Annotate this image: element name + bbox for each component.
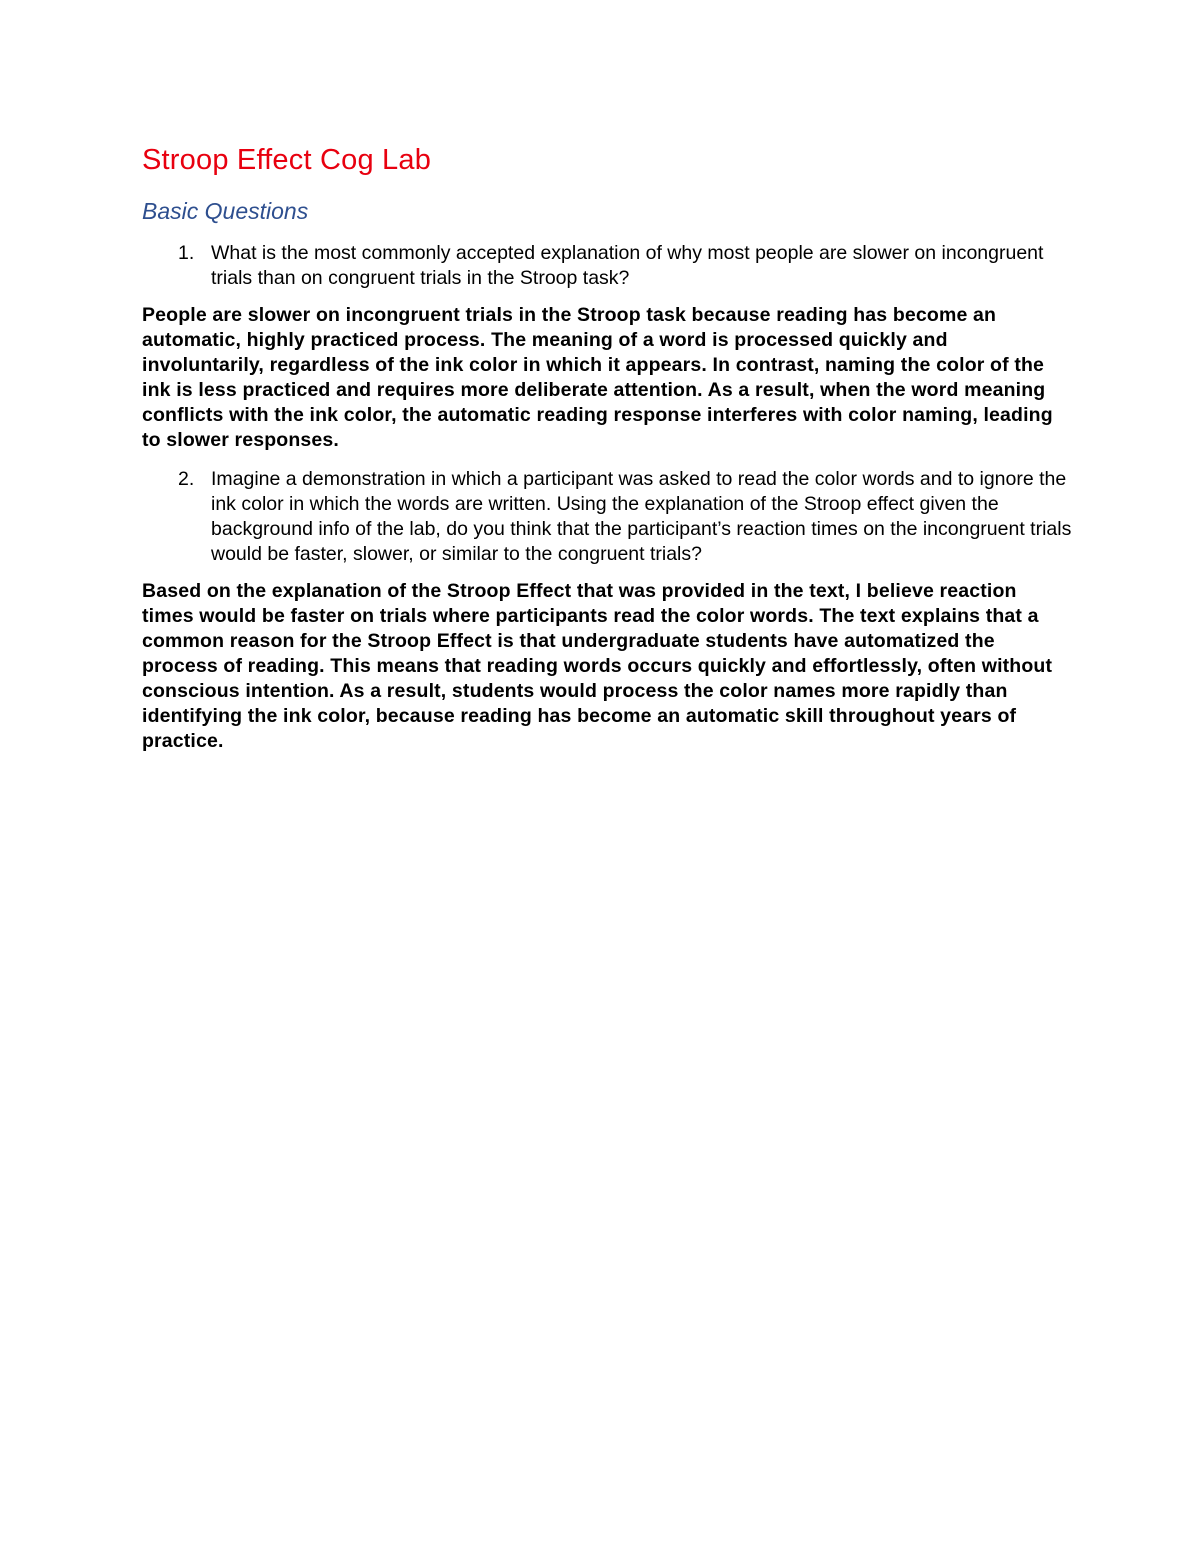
answer-1: People are slower on incongruent trials in the Stroop task because reading has become an automatic, highly practiced process. The meaning of a word is processed quickly and involuntarily, regardless of the ink color in which it appears. In contrast, naming the color of the ink is less practiced and requires more deliberate attention. As a result, when the word meaning conflicts with the ink color, the automatic reading response interferes with color naming, leading to slower responses. — [142, 304, 1053, 451]
question-number: 1. — [178, 242, 195, 264]
question-text: What is the most commonly accepted explanation of why most people are slower on incongruent trials than on congruent trials in the Stroop task? — [211, 242, 1044, 289]
answer-2: Based on the explanation of the Stroop Effect that was provided in the text, I believe reaction times would be faster on trials where participants read the color words. The text explains that a common reason for the Stroop Effect is that undergraduate students have automatized the process of reading. This means that reading words occurs quickly and effortlessly, often without conscious intention. As a result, students would process the color names more rapidly than identifying the ink color, because reading has become an automatic skill throughout years of practice. — [142, 580, 1053, 752]
question-2 — [142, 467, 1072, 567]
question-number: 2. — [178, 468, 195, 490]
document-content — [142, 140, 1072, 754]
question-text: Imagine a demonstration in which a participant was asked to read the color words and to ignore the ink color in which the words are written. Using the explanation of the Stroop effect given the background info of the lab, do you think that the participant’s reaction times on the incongruent trials would be faster, slower, or similar to the congruent trials? — [211, 468, 1072, 565]
question-1 — [142, 241, 1072, 291]
document-title: Stroop Effect Cog Lab — [142, 144, 432, 176]
section-heading: Basic Questions — [142, 198, 309, 224]
